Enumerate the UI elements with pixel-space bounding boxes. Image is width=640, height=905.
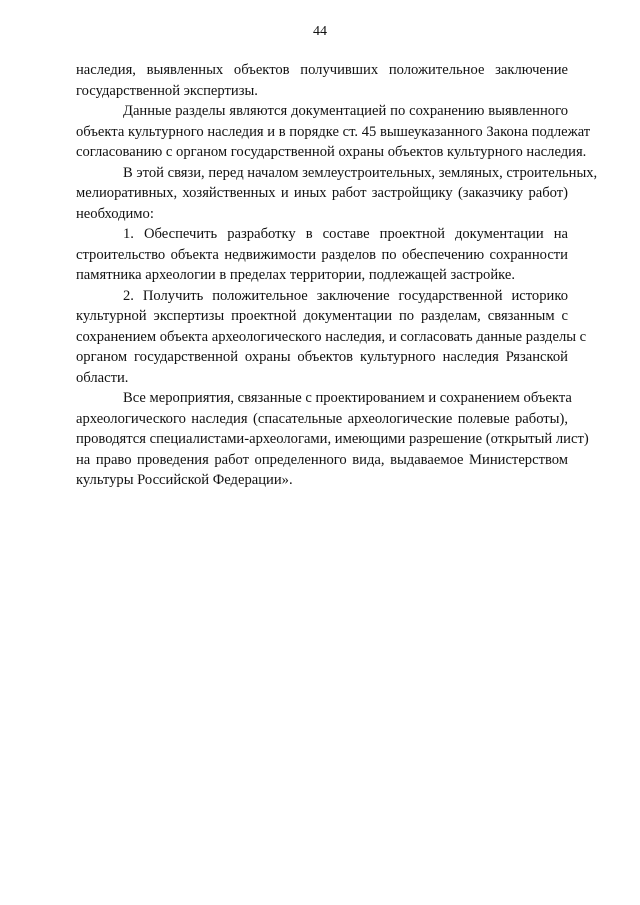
text-line: государственной экспертизы. — [76, 82, 258, 99]
text-line: наследия, выявленных объектов получивших положительное заключение — [76, 62, 568, 78]
text-line: на право проведения работ определенного вида, выдаваемое Министерством — [76, 451, 568, 468]
text-line: согласованию с органом государственной охраны объектов культурного наследия. — [76, 144, 587, 160]
paragraph — [76, 388, 589, 491]
paragraph — [76, 60, 568, 101]
paragraph — [76, 286, 587, 389]
text-line: проводятся специалистами-археологами, имеющими разрешение (открытый лист) — [76, 431, 589, 447]
paragraph — [76, 163, 598, 225]
text-line: Все мероприятия, связанные с проектированием и сохранением объекта — [123, 390, 572, 406]
text-line: сохранением объекта археологического наследия, и согласовать данные разделы с — [76, 328, 587, 345]
text-line: памятника археологии в пределах территории, подлежащей застройке. — [76, 267, 515, 283]
text-line: необходимо: — [76, 205, 154, 222]
page-number: 44 — [313, 24, 327, 39]
text-line: мелиоративных, хозяйственных и иных работ застройщику (заказчику работ) — [76, 185, 568, 201]
text-line: археологического наследия (спасательные археологические полевые работы), — [76, 410, 568, 427]
text-line: В этой связи, перед началом землеустроительных, земляных, строительных, — [123, 164, 598, 181]
text-line: 2. Получить положительное заключение государственной историко — [123, 287, 568, 304]
text-line: области. — [76, 369, 129, 386]
text-line: культуры Российской Федерации». — [76, 472, 293, 488]
paragraph — [76, 224, 568, 286]
text-line: 1. Обеспечить разработку в составе проектной документации на — [123, 226, 568, 242]
text-line: строительство объекта недвижимости разделов по обеспечению сохранности — [76, 246, 568, 263]
document-body — [76, 60, 598, 491]
text-line: объекта культурного наследия и в порядке ст. 45 вышеуказанного Закона подлежат — [76, 123, 591, 140]
text-line: культурной экспертизы проектной документации по разделам, связанным с — [76, 308, 568, 324]
text-line: органом государственной охраны объектов культурного наследия Рязанской — [76, 349, 568, 365]
text-line: Данные разделы являются документацией по сохранению выявленного — [123, 103, 568, 119]
paragraph — [76, 101, 591, 163]
